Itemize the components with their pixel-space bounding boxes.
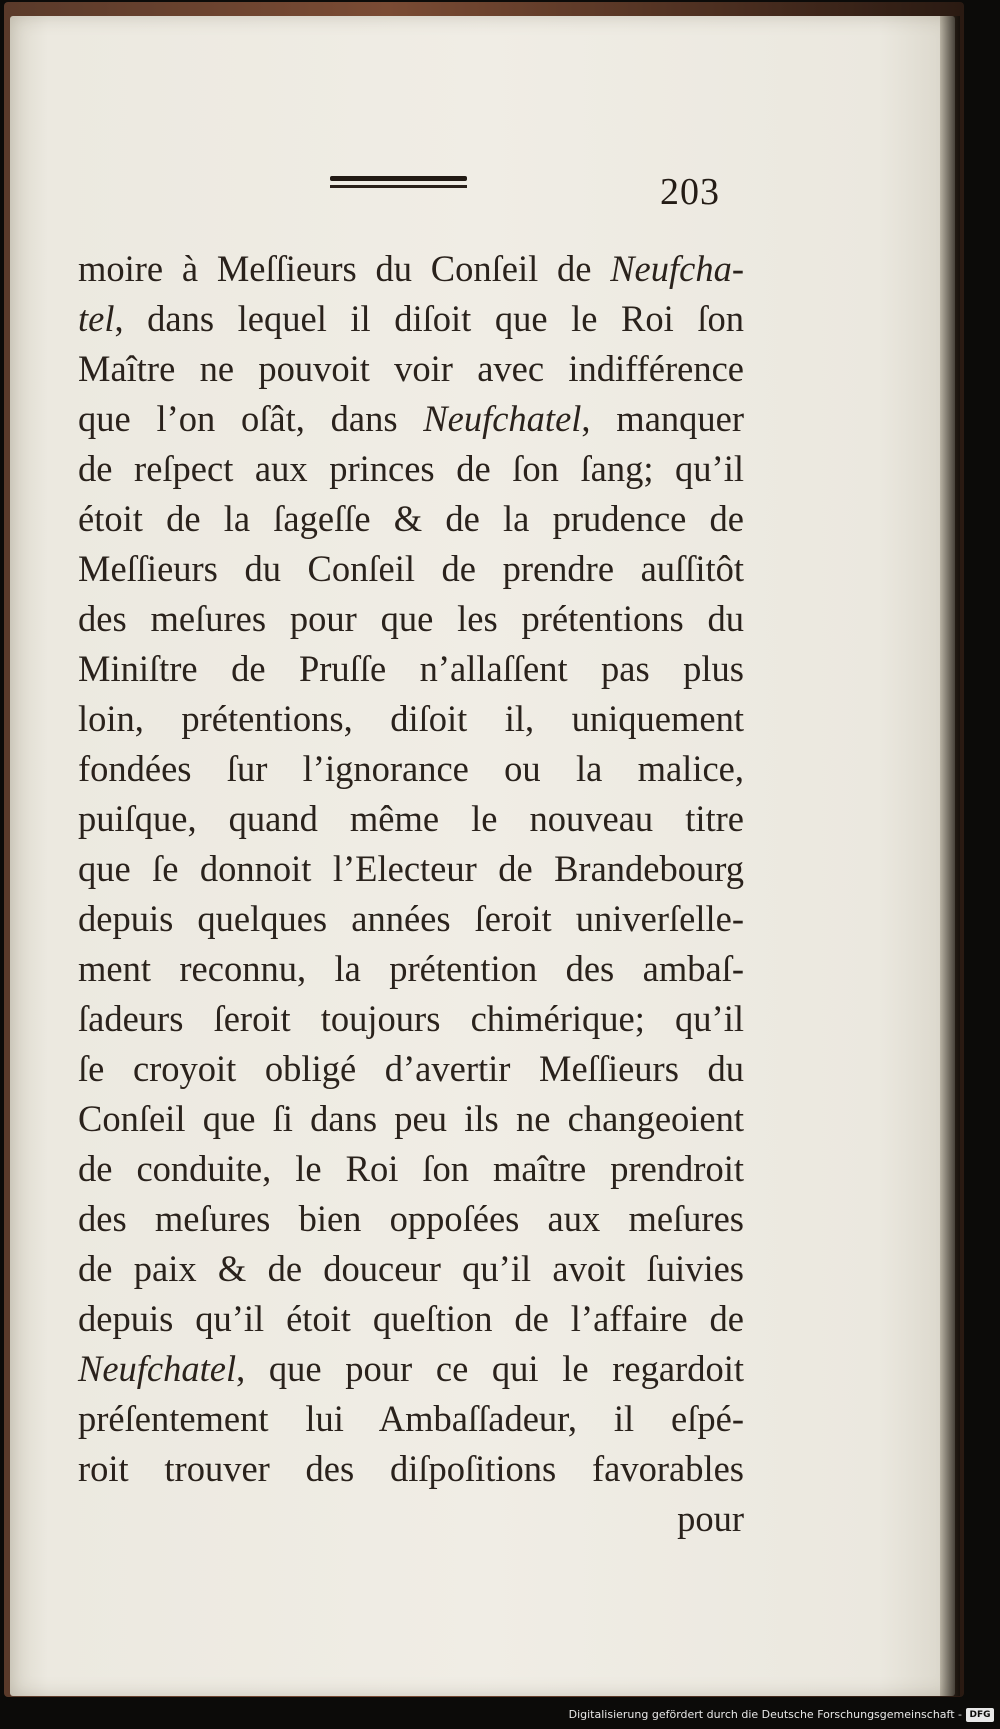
text-line (78, 1494, 744, 1544)
text-line (78, 1444, 744, 1494)
text-line (78, 444, 744, 494)
italic-place-name: tel (78, 298, 115, 339)
text-segment: , manquer (581, 398, 744, 439)
text-segment: des meſures pour que les prétentions du (78, 598, 744, 639)
body-text (78, 244, 744, 1544)
text-line (78, 794, 744, 844)
text-segment: que ſe donnoit l’Electeur de Brandebourg (78, 848, 744, 889)
text-line (78, 1244, 744, 1294)
page-number: 203 (660, 171, 720, 213)
text-segment: de reſpect aux princes de ſon ſang; qu’il (78, 448, 744, 489)
text-segment: que l’on oſât, dans (78, 398, 424, 439)
text-line (78, 394, 744, 444)
text-segment: de conduite, le Roi ſon maître prendroit (78, 1148, 744, 1189)
text-line (78, 1194, 744, 1244)
text-segment: , que pour ce qui le regardoit (236, 1348, 744, 1389)
text-segment: ment reconnu, la prétention des ambaſ- (78, 948, 744, 989)
text-segment: Maître ne pouvoit voir avec indifférence (78, 348, 744, 389)
text-line (78, 1144, 744, 1194)
dfg-logo: DFG (966, 1708, 994, 1722)
text-line (78, 944, 744, 994)
text-line (78, 1094, 744, 1144)
text-segment: puiſque, quand même le nouveau titre (78, 798, 744, 839)
text-line (78, 1294, 744, 1344)
text-line (78, 744, 744, 794)
text-line (78, 1394, 744, 1444)
text-segment: moire à Meſſieurs du Conſeil de (78, 248, 611, 289)
text-segment: roit trouver des diſpoſitions favorables (78, 1448, 744, 1489)
text-segment: Conſeil que ſi dans peu ils ne changeoient (78, 1098, 744, 1139)
text-line (78, 994, 744, 1044)
text-segment: étoit de la ſageſſe & de la prudence de (78, 498, 744, 539)
page-edge-shadow (940, 16, 960, 1696)
text-line (78, 244, 744, 294)
italic-place-name: Neufcha- (610, 248, 744, 289)
text-segment: fondées ſur l’ignorance ou la malice, (78, 748, 744, 789)
text-segment: ſadeurs ſeroit toujours chimérique; qu’il (78, 998, 744, 1039)
text-line (78, 1344, 744, 1394)
text-segment: préſentement lui Ambaſſadeur, il eſpé- (78, 1398, 744, 1439)
text-line (78, 594, 744, 644)
text-segment: pour (677, 1498, 744, 1539)
text-line (78, 644, 744, 694)
text-segment: de paix & de douceur qu’il avoit ſuivies (78, 1248, 744, 1289)
text-segment: depuis quelques années ſeroit univerſelle- (78, 898, 744, 939)
text-line (78, 894, 744, 944)
text-segment: Meſſieurs du Conſeil de prendre auſſitôt (78, 548, 744, 589)
text-segment: loin, prétentions, diſoit il, uniquement (78, 698, 744, 739)
text-line (78, 544, 744, 594)
header-rule-thin (330, 185, 467, 188)
text-segment: depuis qu’il étoit queſtion de l’affaire de (78, 1298, 744, 1339)
text-line (78, 694, 744, 744)
italic-place-name: Neufchatel (78, 1348, 237, 1389)
text-segment: des meſures bien oppoſées aux meſures (78, 1198, 744, 1239)
italic-place-name: Neufchatel (423, 398, 582, 439)
text-segment: , dans lequel il diſoit que le Roi ſon (114, 298, 744, 339)
header-rule-thick (330, 176, 467, 181)
text-segment: Miniſtre de Pruſſe n’allaſſent pas plus (78, 648, 744, 689)
text-line (78, 844, 744, 894)
header-ornament-rule (330, 176, 467, 189)
text-line (78, 344, 744, 394)
text-line (78, 494, 744, 544)
text-segment: ſe croyoit obligé d’avertir Meſſieurs du (78, 1048, 744, 1089)
text-line (78, 294, 744, 344)
text-line (78, 1044, 744, 1094)
digitization-credit: Digitalisierung gefördert durch die Deutsche Forschungsgemeinschaft - (568, 1708, 962, 1721)
